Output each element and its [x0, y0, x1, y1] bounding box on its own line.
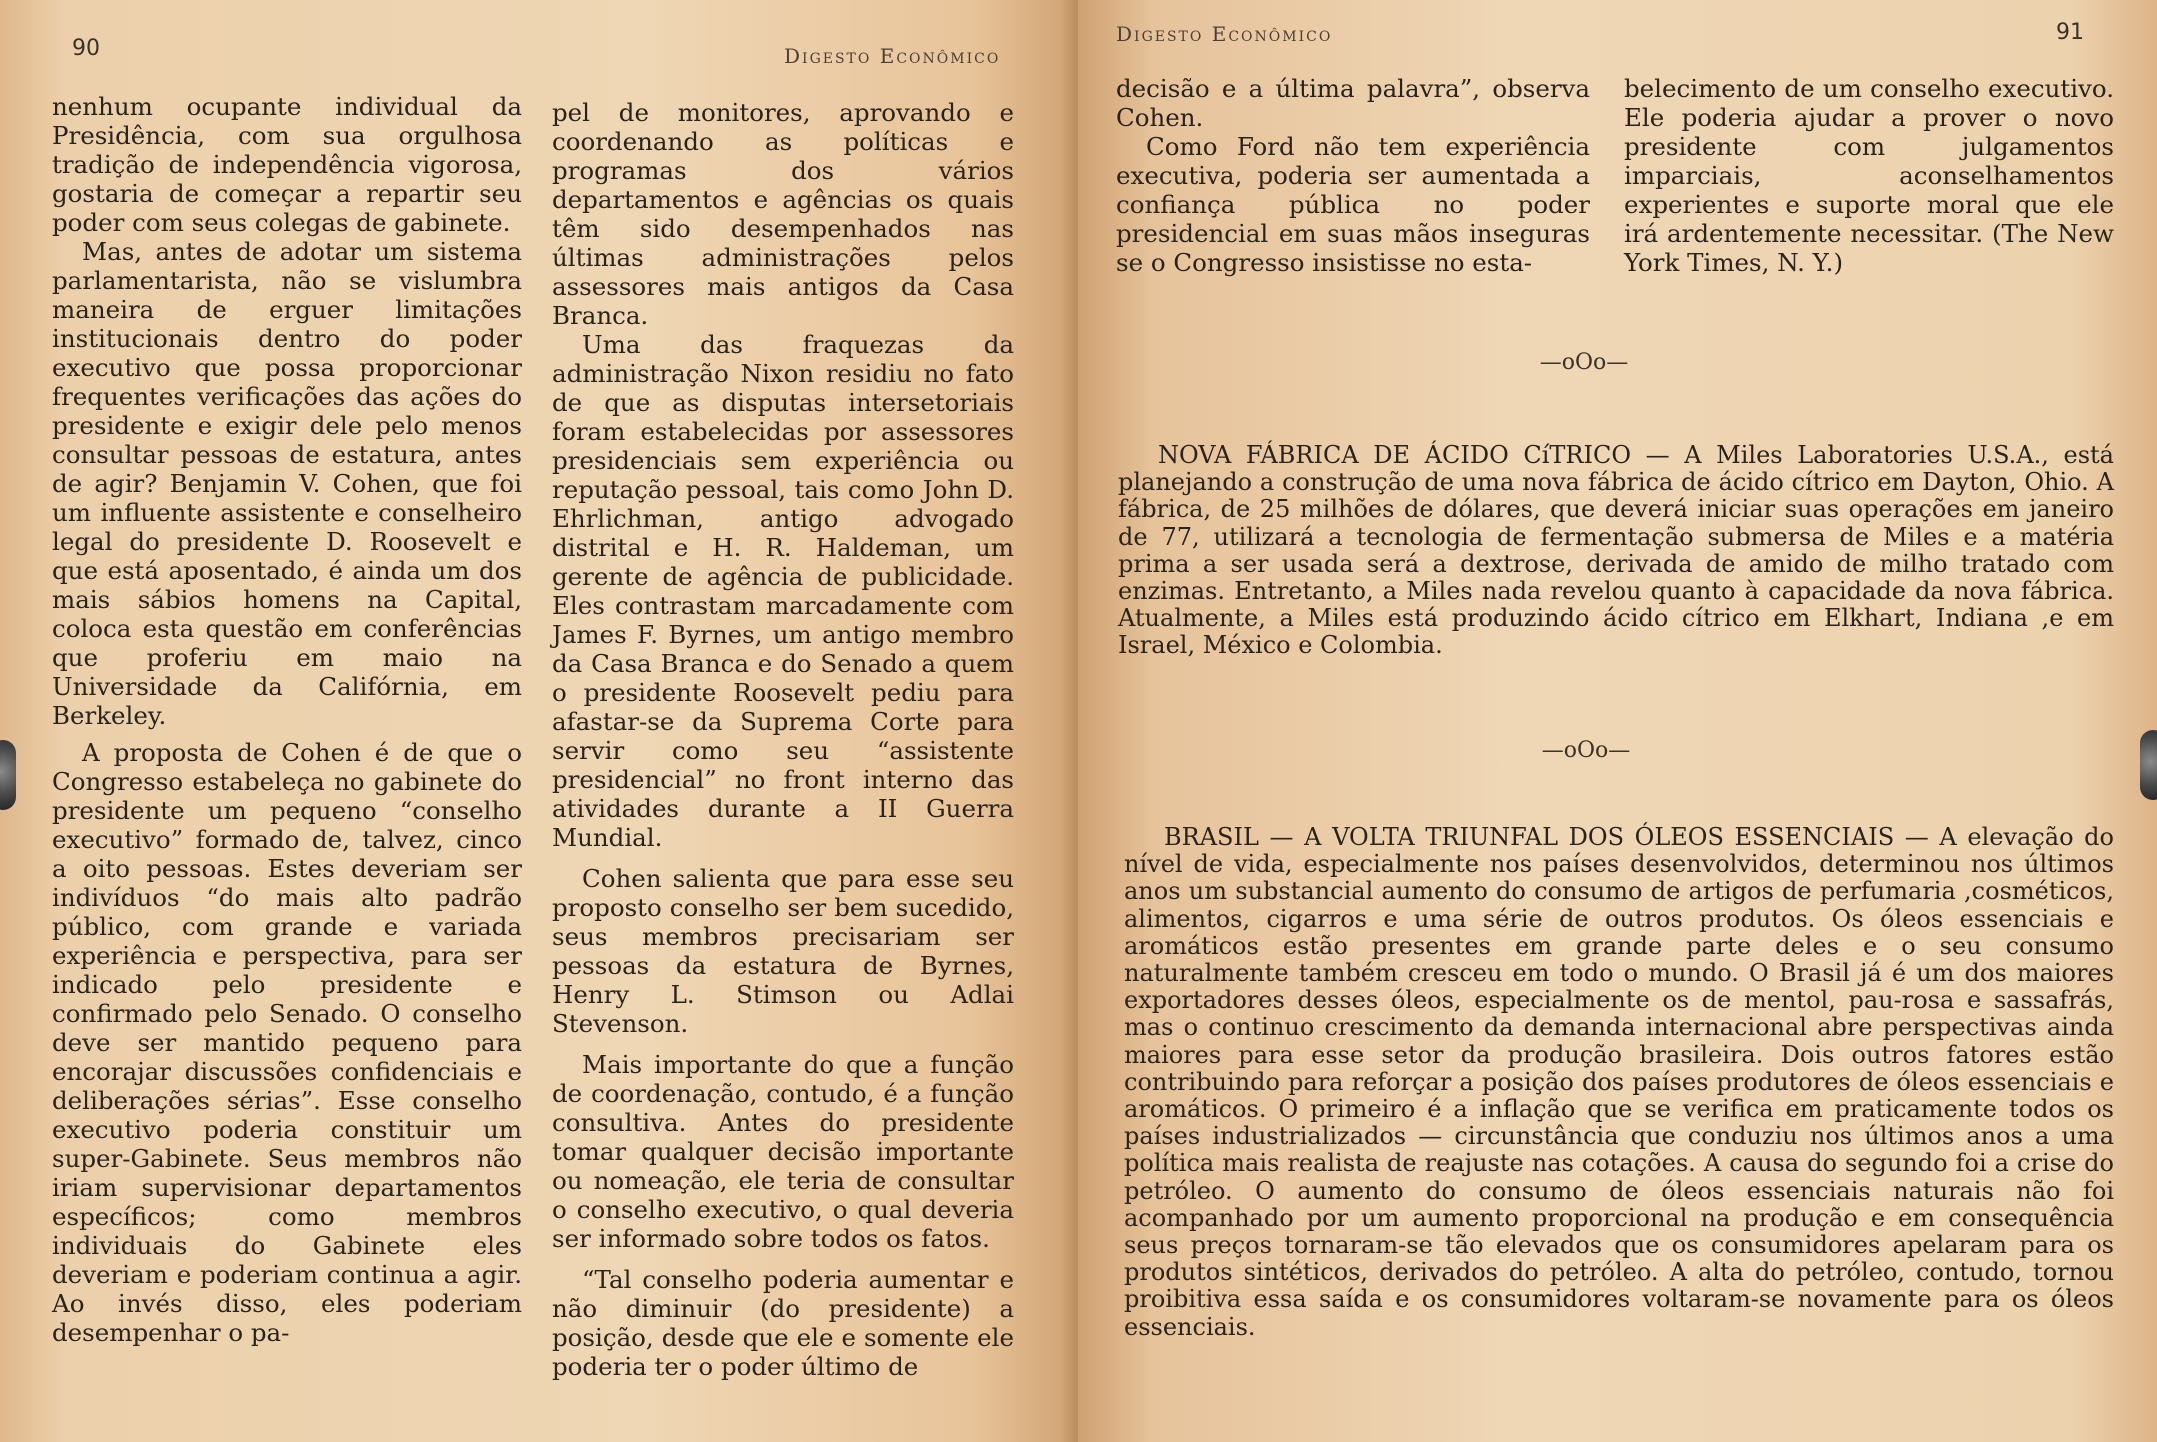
binder-tab-right [2140, 730, 2157, 800]
paragraph: Mas, antes de adotar um sistema parlamentarista, não se vislumbra maneira de erguer limitações institucionais dentro do poder executivo que possa proporcionar frequentes verificações das ações do presidente e exigir dele pelo menos consultar pessoas de estatura, antes de agir? Benjamin V. Cohen, que foi um influente assistente e conselheiro legal do presidente D. Roosevelt e que está aposentado, é ainda um dos mais sábios homens na Capital, coloca esta questão em conferências que proferiu em maio na Universidade da Califórnia, em Berkeley. [52, 237, 522, 730]
paragraph: belecimento de um conselho executivo. Ele poderia ajudar a prover o novo presidente com julgamentos imparciais, aconselhamentos experientes e suporte moral que ele irá ardentemente necessitar. (The New York Times, N. Y.) [1624, 74, 2114, 277]
left-column-1 [52, 92, 522, 1347]
article-essential-oils [1124, 824, 2114, 1341]
section-separator: —oOo— [1539, 350, 1629, 375]
right-column-1 [1116, 74, 1590, 277]
right-column-2 [1624, 74, 2114, 277]
paragraph: Uma das fraquezas da administração Nixon residiu no fato de que as disputas intersetoriais foram estabelecidas por assessores presidenciais sem experiência ou reputação pessoal, tais como John D. Ehrlichman, antigo advogado distrital e H. R. Haldeman, um gerente de agência de publicidade. Eles contrastam marcadamente com James F. Byrnes, um antigo membro da Casa Branca e do Senado a quem o presidente Roosevelt pediu para afastar-se da Suprema Corte para servir como seu “assistente presidencial” no front interno das atividades durante a II Guerra Mundial. [552, 330, 1014, 852]
running-head-right: Digesto Econômico [1116, 22, 1333, 46]
paragraph: nenhum ocupante individual da Presidência, com sua orgulhosa tradição de independência vigorosa, gostaria de começar a repartir seu poder com seus colegas de gabinete. [52, 92, 522, 237]
paragraph: “Tal conselho poderia aumentar e não diminuir (do presidente) a posição, desde que ele e somente ele poderia ter o poder último de [552, 1265, 1014, 1381]
paragraph: pel de monitores, aprovando e coordenando as políticas e programas dos vários departamentos e agências os quais têm sido desempenhados nas últimas administrações pelos assessores mais antigos da Casa Branca. [552, 98, 1014, 330]
paragraph: decisão e a última palavra”, observa Cohen. [1116, 74, 1590, 132]
running-head-left: Digesto Econômico [784, 44, 1001, 68]
paragraph: Cohen salienta que para esse seu proposto conselho ser bem sucedido, seus membros precisariam ser pessoas da estatura de Byrnes, Henry L. Stimson ou Adlai Stevenson. [552, 864, 1014, 1038]
page-number-left: 90 [72, 36, 100, 61]
page-number-right: 91 [2056, 20, 2084, 45]
section-separator: —oOo— [1541, 738, 1631, 763]
right-page [1078, 0, 2157, 1442]
left-column-2 [552, 98, 1014, 1381]
paragraph: A proposta de Cohen é de que o Congresso estabeleça no gabinete do presidente um pequeno “conselho executivo” formado de, talvez, cinco a oito pessoas. Estes deveriam ser indivíduos “do mais alto padrão público, com grande e variada experiência e perspectiva, para ser indicado pelo presidente e confirmado pelo Senado. O conselho deve ser mantido pequeno para encorajar discussões confidenciais e deliberações sérias”. Esse conselho executivo poderia constituir um super-Gabinete. Seus membros não iriam supervisionar departamentos específicos; como membros individuais do Gabinete eles deveriam e poderiam continua a agir. Ao invés disso, eles poderiam desempenhar o pa- [52, 738, 522, 1347]
paragraph: BRASIL — A VOLTA TRIUNFAL DOS ÓLEOS ESSENCIAIS — A elevação do nível de vida, especialmente nos países desenvolvidos, determinou nos últimos anos um substancial aumento do consumo de artigos de perfumaria ,cosméticos, alimentos, cigarros e uma série de outros produtos. Os óleos essenciais e aromáticos estão presentes em grande parte deles e o seu consumo naturalmente também cresceu em todo o mundo. O Brasil já é um dos maiores exportadores desses óleos, especialmente os de mentol, pau-rosa e sassafrás, mas o continuo crescimento da demanda internacional abre perspectivas ainda maiores para esse setor da produção brasileira. Dois outros fatores estão contribuindo para reforçar a posição dos países produtores de óleos essenciais e aromáticos. O primeiro é a inflação que se verifica em praticamente todos os países industrializados — circunstância que conduziu nos últimos anos a uma política mais realista de reajuste nas cotações. A causa do segundo foi a crise do petróleo. O aumento do consumo de óleos essenciais naturais não foi acompanhado por um aumento proporcional na produção e em consequência seus preços tornaram-se tão elevados que os consumidores apelaram para os produtos sintéticos, derivados do petróleo. A alta do petróleo, contudo, tornou proibitiva essa saída e os consumidores voltaram-se novamente para os óleos essenciais. [1124, 823, 2114, 1341]
binder-tab-left [0, 740, 16, 810]
article-citric-acid [1118, 442, 2114, 660]
paragraph: Como Ford não tem experiência executiva, poderia ser aumentada a confiança pública no poder presidencial em suas mãos inseguras se o Congresso insistisse no esta- [1116, 132, 1590, 277]
paragraph: NOVA FÁBRICA DE ÁCIDO CíTRICO — A Miles Laboratories U.S.A., está planejando a construção de uma nova fábrica de ácido cítrico em Dayton, Ohio. A fábrica, de 25 milhões de dólares, que deverá iniciar suas operações em janeiro de 77, utilizará a tecnologia de fermentação submersa de Miles e a matéria prima a ser usada será a dextrose, derivada de amido de milho tratado com enzimas. Entretanto, a Miles nada revelou quanto à capacidade da nova fábrica. Atualmente, a Miles está produzindo ácido cítrico em Elkhart, Indiana ,e em Israel, México e Colombia. [1118, 441, 2114, 660]
paragraph: Mais importante do que a função de coordenação, contudo, é a função consultiva. Antes do presidente tomar qualquer decisão importante ou nomeação, ele teria de consultar o conselho executivo, o qual deveria ser informado sobre todos os fatos. [552, 1050, 1014, 1253]
left-page [0, 0, 1078, 1442]
